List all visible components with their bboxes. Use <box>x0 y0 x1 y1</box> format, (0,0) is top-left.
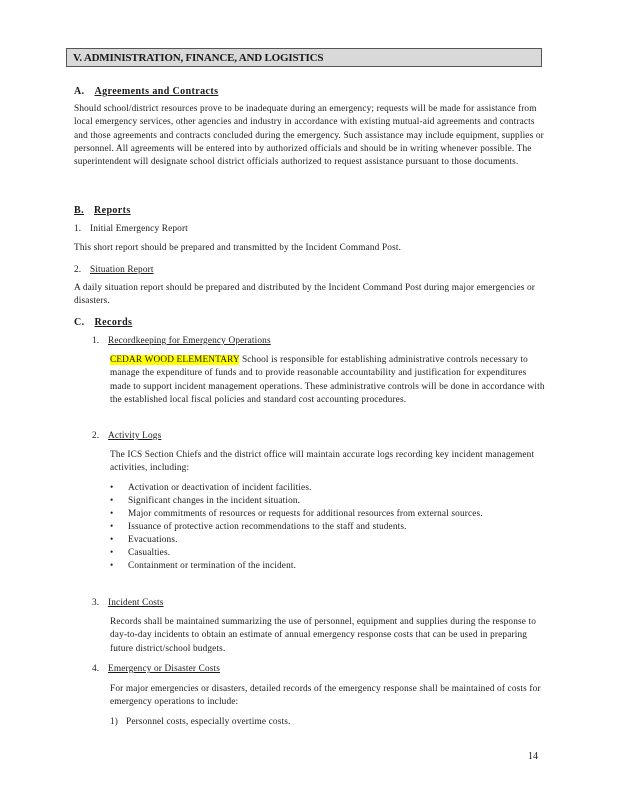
heading-agreements <box>74 86 218 97</box>
list-item: • Issuance of protective action recommendations to the staff and students. <box>110 521 546 534</box>
list-item: • Evacuations. <box>110 534 546 547</box>
item-title: Emergency or Disaster Costs <box>108 664 221 674</box>
item-number: 3. <box>92 598 100 608</box>
list-item: • Significant changes in the incident situation. <box>110 495 546 508</box>
heading-title: Reports <box>93 205 131 216</box>
heading-letter: A. <box>74 86 85 97</box>
item-number: 2. <box>74 265 82 275</box>
list-item: • Activation or deactivation of incident facilities. <box>110 482 546 495</box>
list-item: • Containment or termination of the incident. <box>110 560 546 573</box>
agreements-paragraph: Should school/district resources prove to be inadequate during an emergency; requests will be made for assistance from local emergency services, other agencies and industry in accordance with existing mutual-aid agreements and contracts and those agreements and contracts concluded during the emergency. Such assistance may include equipment, supplies or personnel. All agreements will be entered into by authorized officials and should be in writing whenever possible. The superintendent will designate school district officials authorized to request assistance pursuant to those documents. <box>74 104 544 168</box>
page-number: 14 <box>528 751 538 762</box>
subitem-number: 1) <box>110 717 119 727</box>
heading-letter: B. <box>74 205 84 216</box>
reports-item-2 <box>74 264 154 277</box>
subitem-text: Personnel costs, especially overtime costs. <box>126 717 291 727</box>
item-title: Incident Costs <box>108 598 164 608</box>
records-item-4-body: For major emergencies or disasters, detailed records of the emergency response shall be maintained of costs for emergency operations to include: <box>110 684 541 708</box>
item-number: 1. <box>92 336 100 346</box>
reports-item-2-body: A daily situation report should be prepared and distributed by the Incident Command Post during major emergencies or disasters. <box>74 283 536 307</box>
item-number: 1. <box>74 224 82 234</box>
list-item: • Casualties. <box>110 547 546 560</box>
records-item-4-subitem <box>110 716 290 729</box>
heading-title: Records <box>94 317 133 328</box>
school-name-highlight: CEDAR WOOD ELEMENTARY <box>110 355 240 365</box>
records-item-1 <box>92 335 271 348</box>
reports-item-1-body: This short report should be prepared and transmitted by the Incident Command Post. <box>74 243 402 253</box>
heading-reports <box>74 205 131 216</box>
item-title: Recordkeeping for Emergency Operations <box>108 336 271 346</box>
records-item-2 <box>92 430 161 443</box>
records-item-4 <box>92 663 220 676</box>
reports-item-1 <box>74 223 188 236</box>
section-title: V. ADMINISTRATION, FINANCE, AND LOGISTICS <box>66 48 542 67</box>
item-title: Activity Logs <box>108 431 162 441</box>
records-item-1-body <box>110 354 546 407</box>
heading-letter: C. <box>74 317 85 328</box>
records-item-1-text: School is responsible for establishing administrative controls necessary to manage the expenditure of funds and to provide reasonable accountability and justification for expenditures made to support incident management operations. These administrative controls will be done in accordance with the established local fiscal policies and standard cost accounting procedures. <box>110 355 545 405</box>
heading-records <box>74 317 132 328</box>
item-number: 2. <box>92 431 100 441</box>
records-item-2-body: The ICS Section Chiefs and the district office will maintain accurate logs recording key incident management activities, including: <box>110 450 535 474</box>
item-title: Situation Report <box>90 265 154 275</box>
records-item-3 <box>92 597 164 610</box>
activity-log-list <box>110 482 546 573</box>
item-title: Initial Emergency Report <box>90 224 188 234</box>
heading-title: Agreements and Contracts <box>94 86 219 97</box>
records-item-3-body: Records shall be maintained summarizing the use of personnel, equipment and supplies during the response to day-to-day incidents to obtain an estimate of annual emergency response costs that can be used in preparing future district/school budgets. <box>110 617 537 654</box>
list-item: • Major commitments of resources or requests for additional resources from external sources. <box>110 508 546 521</box>
item-number: 4. <box>92 664 100 674</box>
